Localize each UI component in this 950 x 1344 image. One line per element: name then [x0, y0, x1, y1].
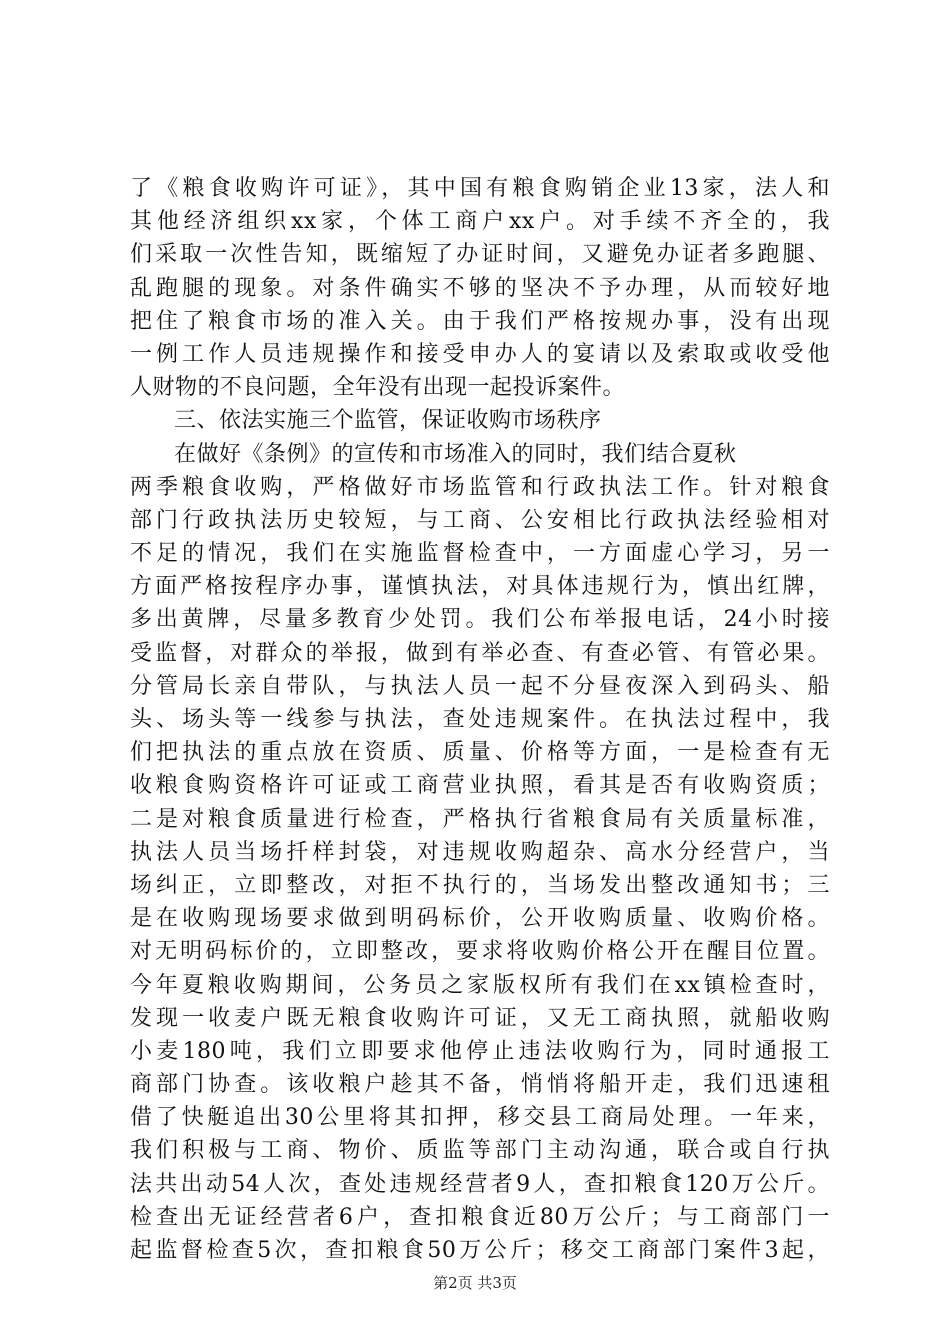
text-line: 二是对粮食质量进行检查，严格执行省粮食局有关质量标准， [130, 806, 830, 832]
text-line: 对无明码标价的，立即整改，要求将收购价格公开在醒目位置。 [130, 939, 830, 965]
text-line: 不足的情况，我们在实施监督检查中，一方面虚心学习，另一 [130, 541, 830, 567]
body-text [130, 172, 830, 1267]
text-line: 一例工作人员违规操作和接受申办人的宴请以及索取或收受他 [130, 341, 830, 367]
text-line: 其他经济组织xx家，个体工商户xx户。对手续不齐全的，我 [130, 209, 830, 235]
text-line: 法共出动54人次，查处违规经营者9人，查扣粮食120万公斤。 [130, 1171, 830, 1197]
text-line: 商部门协查。该收粮户趁其不备，悄悄将船开走，我们迅速租 [130, 1072, 830, 1098]
text-line: 把住了粮食市场的准入关。由于我们严格按规办事，没有出现 [130, 308, 830, 334]
text-line: 发现一收麦户既无粮食收购许可证，又无工商执照，就船收购 [130, 1005, 830, 1031]
text-line: 了《粮食收购许可证》，其中国有粮食购销企业13家，法人和 [130, 176, 830, 201]
text-line: 我们积极与工商、物价、质监等部门主动沟通，联合或自行执 [130, 1138, 830, 1164]
text-line: 借了快艇追出30公里将其扣押，移交县工商局处理。一年来， [130, 1105, 830, 1131]
text-line: 小麦180吨，我们立即要求他停止违法收购行为，同时通报工 [130, 1038, 830, 1064]
page-footer: 第2页 共3页 [433, 1274, 517, 1292]
paragraph-first-line: 在做好《条例》的宣传和市场准入的同时，我们结合夏秋 [174, 441, 737, 467]
text-line: 方面严格按程序办事，谨慎执法，对具体违规行为，慎出红牌， [130, 574, 830, 600]
text-line: 起监督检查5次，查扣粮食50万公斤；移交工商部门案件3起， [130, 1238, 830, 1263]
text-line: 乱跑腿的现象。对条件确实不够的坚决不予办理，从而较好地 [130, 275, 830, 301]
section-heading: 三、依法实施三个监管，保证收购市场秩序 [174, 408, 602, 434]
text-line: 两季粮食收购，严格做好市场监管和行政执法工作。针对粮食 [130, 474, 830, 500]
text-line: 们采取一次性告知，既缩短了办证时间，又避免办证者多跑腿、 [130, 242, 830, 268]
text-line: 检查出无证经营者6户，查扣粮食近80万公斤；与工商部门一 [130, 1204, 830, 1230]
text-line: 是在收购现场要求做到明码标价，公开收购质量、收购价格。 [130, 906, 830, 932]
text-line: 收粮食购资格许可证或工商营业执照，看其是否有收购资质； [130, 773, 830, 799]
text-line: 受监督，对群众的举报，做到有举必查、有查必管、有管必果。 [130, 640, 830, 666]
text-line: 多出黄牌，尽量多教育少处罚。我们公布举报电话，24小时接 [130, 607, 830, 633]
text-line: 执法人员当场扦样封袋，对违规收购超杂、高水分经营户，当 [130, 839, 830, 865]
text-line: 部门行政执法历史较短，与工商、公安相比行政执法经验相对 [130, 507, 830, 533]
text-line: 们把执法的重点放在资质、质量、价格等方面，一是检查有无 [130, 740, 830, 766]
text-line: 人财物的不良问题，全年没有出现一起投诉案件。 [130, 375, 626, 401]
text-line: 头、场头等一线参与执法，查处违规案件。在执法过程中，我 [130, 707, 830, 732]
text-line: 今年夏粮收购期间，公务员之家版权所有我们在xx镇检查时， [130, 972, 830, 998]
text-line: 场纠正，立即整改，对拒不执行的，当场发出整改通知书；三 [130, 872, 830, 898]
text-line: 分管局长亲自带队，与执法人员一起不分昼夜深入到码头、船 [130, 673, 830, 699]
